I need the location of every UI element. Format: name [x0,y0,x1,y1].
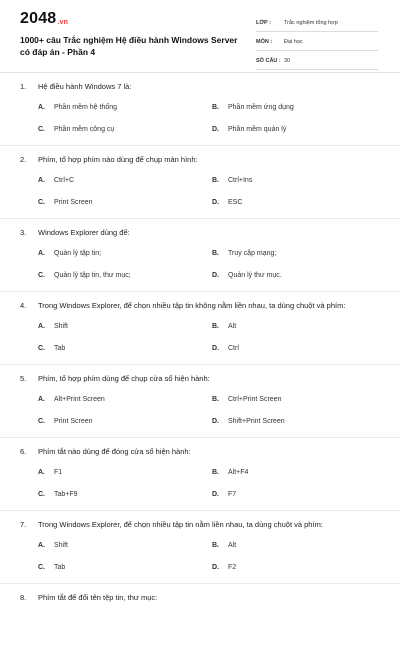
option-text: F7 [228,491,237,498]
question [0,73,400,146]
option-c[interactable] [38,126,114,133]
option-d[interactable] [212,272,282,279]
exam-meta [256,15,378,72]
meta-value: 30 [284,58,291,64]
option-d[interactable] [212,564,236,571]
option-text: F1 [54,469,63,476]
option-key: D. [212,126,219,133]
option-a[interactable] [38,469,62,476]
question-stem [20,520,323,529]
option-text: Ctrl [228,345,239,352]
question-number: 4. [20,301,27,310]
option-text: Tab [54,345,66,352]
option-key: B. [212,469,219,476]
question-text: Phím, tổ hợp phím nào dùng để chụp màn hình: [38,155,198,164]
option-a[interactable] [38,542,68,549]
option-text: Tab+F9 [54,491,78,498]
header [0,0,400,72]
option-d[interactable] [212,199,242,206]
question-number: 2. [20,155,27,164]
meta-label: SỐ CÂU : [256,58,281,64]
option-text: Shift+Print Screen [228,418,285,425]
question-stem [20,593,157,602]
option-a[interactable] [38,250,101,257]
option-c[interactable] [38,345,65,352]
option-key: A. [38,396,45,403]
question [0,292,400,365]
option-b[interactable] [212,104,294,111]
option-b[interactable] [212,250,276,257]
question-number: 8. [20,593,27,602]
option-c[interactable] [38,199,93,206]
question [0,219,400,292]
meta-label: LỚP : [256,20,271,26]
question-stem [20,301,345,310]
option-key: A. [38,250,45,257]
meta-value: Trắc nghiệm tổng hợp [284,20,338,26]
option-key: D. [212,564,219,571]
option-c[interactable] [38,272,131,279]
option-key: A. [38,177,45,184]
option-key: D. [212,199,219,206]
option-text: Alt+F4 [228,469,249,476]
option-d[interactable] [212,418,285,425]
option-b[interactable] [212,396,282,403]
option-key: C. [38,345,45,352]
question [0,584,400,656]
meta-label: MÔN : [256,39,273,45]
option-key: C. [38,199,45,206]
option-key: D. [212,491,219,498]
option-key: D. [212,418,219,425]
option-text: Alt [228,323,237,330]
logo-tld-text: .vn [57,19,69,26]
option-key: A. [38,542,45,549]
option-c[interactable] [38,491,78,498]
question-number: 7. [20,520,27,529]
option-a[interactable] [38,396,105,403]
option-text: Shift [54,542,69,549]
question-number: 1. [20,82,27,91]
question-stem [20,82,131,91]
option-text: Shift [54,323,69,330]
option-text: Phần mềm ứng dụng [228,104,294,111]
option-key: B. [212,542,219,549]
option-text: Tab [54,564,66,571]
option-b[interactable] [212,469,248,476]
option-text: Phần mềm quản lý [228,126,287,133]
meta-row-count [256,53,378,70]
question-text: Phím tắt nào dùng để đóng cửa sổ hiện hành: [38,447,191,456]
question-text: Phím tắt để đổi tên tệp tin, thư mục: [38,593,158,602]
option-text: Phần mềm hệ thống [54,104,118,111]
option-key: B. [212,177,219,184]
option-text: Ctrl+Print Screen [228,396,282,403]
option-b[interactable] [212,323,236,330]
option-key: C. [38,564,45,571]
option-d[interactable] [212,126,286,133]
question [0,365,400,438]
page-title: 1000+ câu Trắc nghiệm Hệ điều hành Windows Server có đáp án - Phần 4 [20,35,238,57]
question-number: 6. [20,447,27,456]
option-c[interactable] [38,418,93,425]
meta-row-subject [256,34,378,51]
question [0,146,400,219]
option-key: D. [212,272,219,279]
option-key: C. [38,491,45,498]
question [0,511,400,584]
question-text: Hệ điều hành Windows 7 là: [38,82,132,91]
meta-row-class [256,15,378,32]
question-stem [20,447,191,456]
option-text: Ctrl+C [54,177,75,184]
question-text: Trong Windows Explorer, để chọn nhiều tập tin nằm liền nhau, ta dùng chuột và phím: [38,520,323,529]
question [0,438,400,511]
question-number: 3. [20,228,27,237]
option-text: Truy cập mạng; [228,250,277,257]
option-a[interactable] [38,177,74,184]
question-text: Windows Explorer dùng để: [38,228,130,237]
option-text: Print Screen [54,199,93,206]
option-key: B. [212,104,219,111]
question-text: Trong Windows Explorer, để chọn nhiều tập tin không nằm liền nhau, ta dùng chuột và phím: [38,301,346,310]
option-key: C. [38,272,45,279]
option-key: A. [38,323,45,330]
option-a[interactable] [38,323,68,330]
question-text: Phím, tổ hợp phím dùng để chụp cửa sổ hiện hành: [38,374,210,383]
option-text: Print Screen [54,418,93,425]
option-text: Quản lý thư mục. [228,272,282,279]
option-key: D. [212,345,219,352]
option-b[interactable] [212,542,236,549]
option-key: A. [38,469,45,476]
option-text: Ctrl+Ins [228,177,253,184]
option-text: Alt [228,542,237,549]
question-stem [20,228,130,237]
option-text: Alt+Print Screen [54,396,105,403]
option-d[interactable] [212,345,239,352]
option-key: C. [38,418,45,425]
option-c[interactable] [38,564,65,571]
option-key: B. [212,396,219,403]
option-key: A. [38,104,45,111]
option-key: C. [38,126,45,133]
option-text: Quản lý tập tin, thư mục; [54,272,131,279]
question-number: 5. [20,374,27,383]
question-list [0,73,400,656]
option-key: B. [212,250,219,257]
option-text: Phần mềm công cụ [54,126,115,133]
option-a[interactable] [38,104,117,111]
site-logo[interactable] [20,10,68,28]
logo-main-text: 2048 [20,10,57,27]
option-key: B. [212,323,219,330]
option-text: ESC [228,199,243,206]
option-text: F2 [228,564,237,571]
option-text: Quản lý tập tin; [54,250,102,257]
option-b[interactable] [212,177,252,184]
question-stem [20,374,210,383]
question-stem [20,155,198,164]
option-d[interactable] [212,491,236,498]
meta-value: Đại học [284,39,303,45]
